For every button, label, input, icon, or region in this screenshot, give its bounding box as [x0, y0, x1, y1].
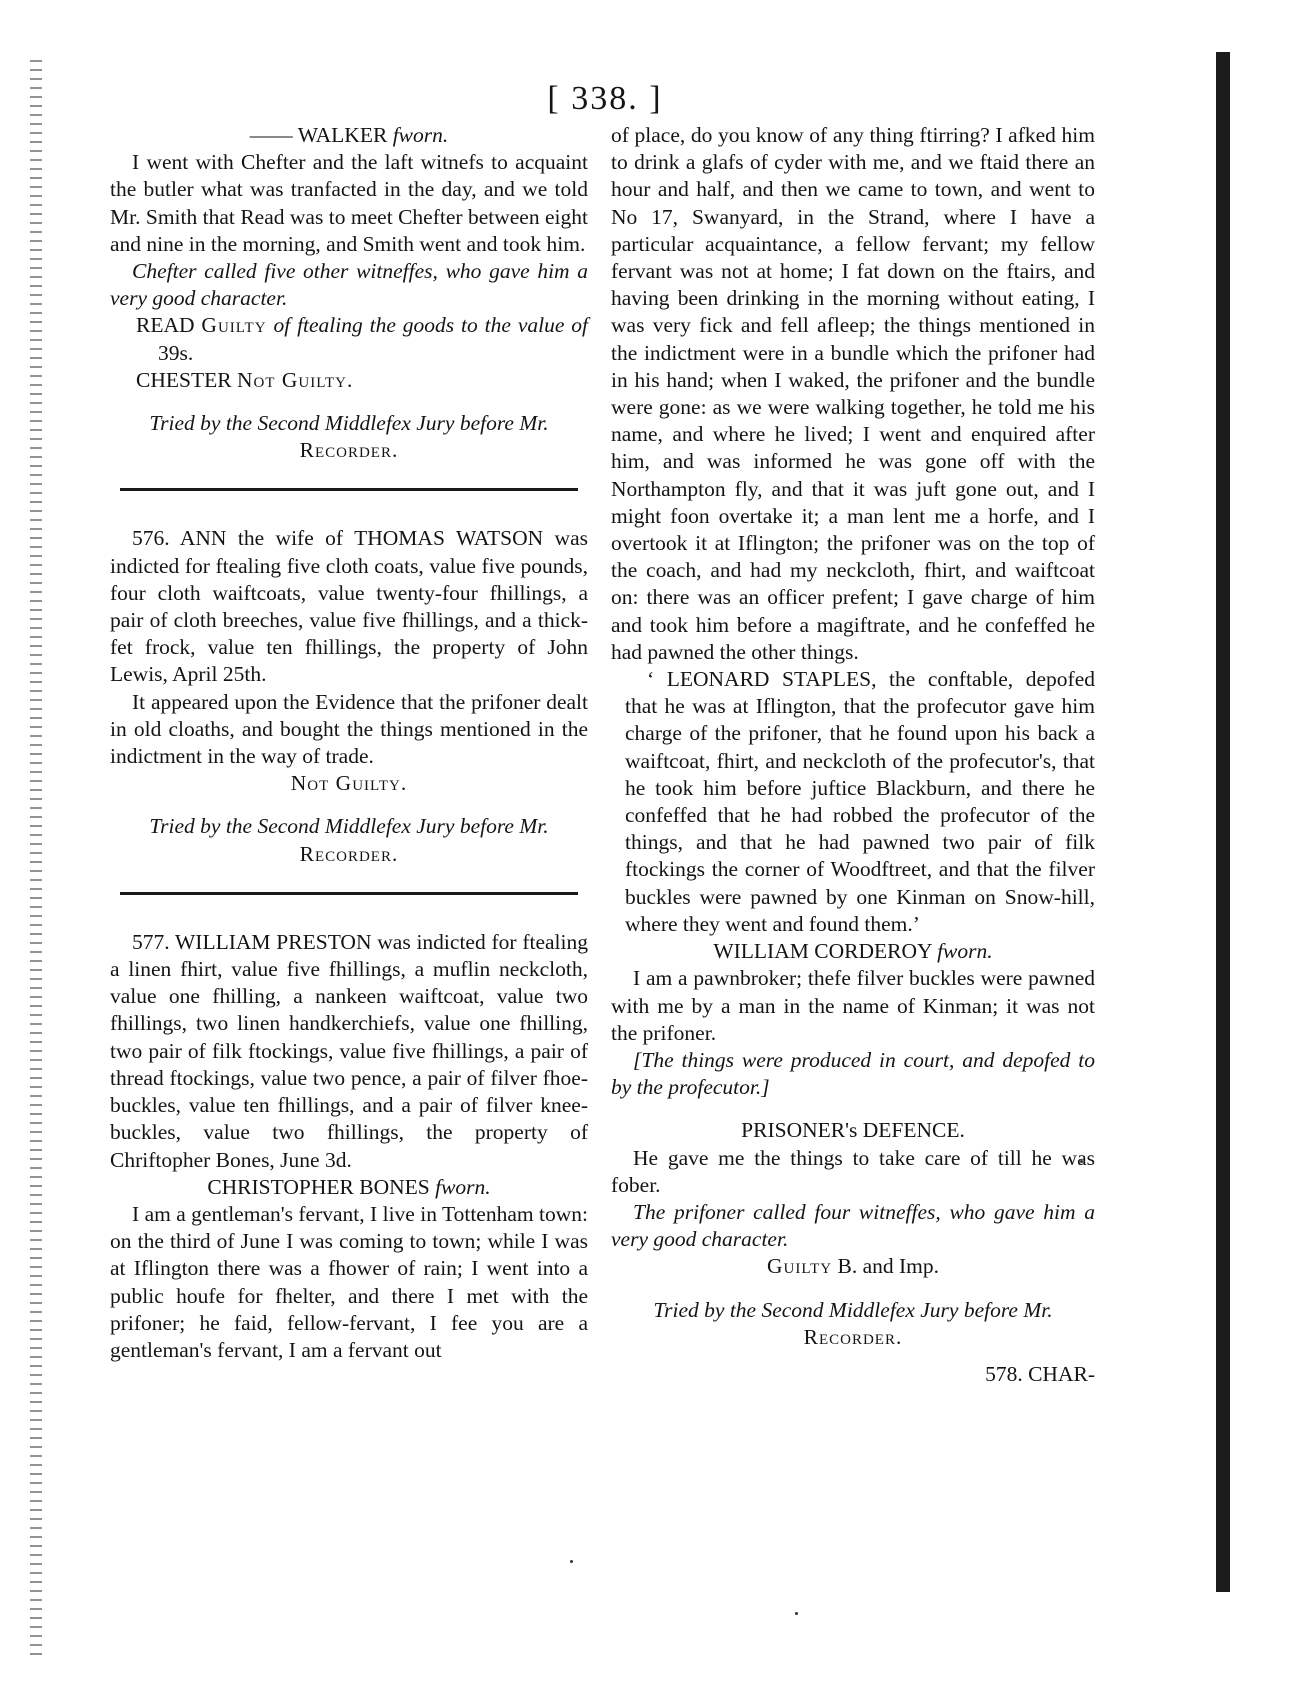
- tried-line: Tried by the Second Middlefex Jury before Mr.: [149, 411, 549, 436]
- page-number: [ 338. ]: [547, 80, 663, 117]
- verdict-read: [110, 312, 588, 366]
- verdict-value: 39s.: [158, 340, 194, 365]
- verdict-word: Guilty: [766, 1254, 833, 1279]
- witness-heading: [110, 1174, 588, 1201]
- witnesses-note: The prifoner called four witneffes, who gave him a very good character.: [611, 1199, 1095, 1252]
- witnesses-note: Chefter called five other witneffes, who gave him a very good character.: [110, 259, 588, 311]
- spacer: [611, 1351, 1095, 1361]
- left-column: [110, 122, 588, 1364]
- scan-margin-artifact: [30, 60, 42, 1660]
- right-column: [611, 122, 1095, 1388]
- defence-paragraph: He gave me the things to take care of till he was fober.: [611, 1145, 1095, 1197]
- verdict-chester: [110, 367, 588, 394]
- case-paragraph: 577. WILLIAM PRESTON was indicted for ftealing a linen fhirt, value five fhillings, a muflin neckcloth, value one fhilling, a nankeen waiftcoat, value two fhillings, two linen handkerchiefs, value one fhilling, two pair of filk ftockings, value five fhillings, a pair of thread ftockings, value two pence, a pair of filver fhoe-buckles, value ten fhillings, and a pair of filver knee-buckles, value two fhillings, the property of Chriftopher Bones, June 3d.: [110, 929, 588, 1172]
- defendant-name: CHESTER: [136, 367, 232, 392]
- case-paragraph: 576. ANN the wife of THOMAS WATSON was indicted for ftealing five cloth coats, value five pounds, four cloth waiftcoats, value twenty-four fhillings, a pair of cloth breeches, value five fhillings, and a thick-fet frock, value ten fhillings, the property of John Lewis, April 25th.: [110, 526, 588, 687]
- defence-heading: PRISONER's DEFENCE.: [741, 1118, 965, 1143]
- scan-speck: [795, 1612, 798, 1615]
- verdict-guilty: [611, 1253, 1095, 1280]
- sworn-label: fworn.: [937, 939, 993, 964]
- spacer: [110, 394, 588, 410]
- witness-name: WILLIAM CORDEROY: [713, 939, 932, 964]
- scan-edge-shadow: [1216, 52, 1230, 1592]
- witness-name: CHRISTOPHER BONES: [207, 1174, 430, 1199]
- evidence-paragraph: It appeared upon the Evidence that the prifoner dealt in old cloaths, and bought the things mentioned in the indictment in the way of trade.: [110, 689, 588, 769]
- scan-speck: [570, 1560, 573, 1563]
- testimony-paragraph: I am a gentleman's fervant, I live in Tottenham town: on the third of June I was coming to town; while I was at Iflington there was a fhower of rain; I went into a public houfe for fhelter, and there I met with the prifoner; he faid, fellow-fervant, I fee you are a gentleman's fervant, I am a fervant out: [110, 1201, 588, 1362]
- verdict-not-guilty: Not Guilty.: [290, 771, 408, 796]
- testimony-paragraph: I went with Chefter and the laft witnefs to acquaint the butler what was tranfacted in the day, and we told Mr. Smith that Read was to meet Chefter between eight and nine in the morning, and Smith went and took him.: [110, 150, 588, 256]
- spacer: [110, 797, 588, 813]
- section-divider: [120, 892, 578, 895]
- spacer: [611, 1101, 1095, 1117]
- verdict-word: Not Guilty.: [236, 367, 354, 392]
- verdict-word: Guilty: [201, 313, 267, 338]
- recorder-label: Recorder.: [299, 438, 399, 463]
- witness-name: —— WALKER: [249, 123, 388, 147]
- defendant-name: READ: [136, 313, 195, 338]
- deposition-quote: ‘ LEONARD STAPLES, the conftable, depofed that he was at Iflington, that the profecutor gave him charge of the prifoner, that he found upon his back a waiftcoat, fhirt, and neckcloth of the profecutor's, that he took him before juftice Blackburn, and there he confeffed that he had robbed the profecutor of the things, and that he had pawned two pair of filk ftockings the corner of Woodftreet, and that the filver buckles were pawned by one Kinman on Snow-hill, where they went and found them.’: [625, 667, 1095, 936]
- recorder-label: Recorder.: [803, 1324, 903, 1349]
- tried-line: Tried by the Second Middlefex Jury before Mr.: [149, 814, 549, 839]
- sworn-label: fworn.: [435, 1174, 491, 1199]
- witness-heading: [611, 938, 1095, 965]
- catchword: 578. CHAR-: [985, 1361, 1095, 1386]
- verdict-sentence: B. and Imp.: [837, 1254, 940, 1279]
- verdict-detail: of ftealing the goods to the value of: [273, 313, 588, 338]
- witness-heading: [110, 122, 588, 149]
- testimony-continuation: of place, do you know of any thing ftirring? I afked him to drink a glafs of cyder with me, and we ftaid there an hour and half, and then we came to town, and went to No 17, Swanyard, in the Strand, where I have a particular acquaintance, a fellow fervant; my fellow fervant was not at home; I fat down on the ftairs, and having been drinking in the morning without eating, I was very fick and fell afleep; the things mentioned in the indictment were in a bundle which the prifoner had in his hand; when I waked, the prifoner and the bundle were gone: as we were walking together, he told me his name, and where he lived; I went and enquired after him, and was informed he was gone off with the Northampton fly, and that it was juft gone out, and I might foon overtake it; a man lent me a horfe, and I overtook it at Iflington; the prifoner was on the top of the coach, and had my neckcloth, fhirt, and waiftcoat on: there was an officer prefent; I gave charge of him and took him before a magiftrate, and he confeffed he had pawned the other things.: [611, 123, 1095, 664]
- sworn-label: fworn.: [392, 123, 449, 147]
- section-divider: [120, 488, 578, 491]
- testimony-paragraph: I am a pawnbroker; thefe filver buckles were pawned with me by a man in the name of Kinman; it was not the prifoner.: [611, 966, 1095, 1045]
- tried-line: Tried by the Second Middlefex Jury before Mr.: [653, 1297, 1053, 1322]
- spacer: [611, 1281, 1095, 1297]
- court-note: [The things were produced in court, and depofed to by the profecutor.]: [611, 1047, 1095, 1100]
- recorder-label: Recorder.: [299, 841, 399, 866]
